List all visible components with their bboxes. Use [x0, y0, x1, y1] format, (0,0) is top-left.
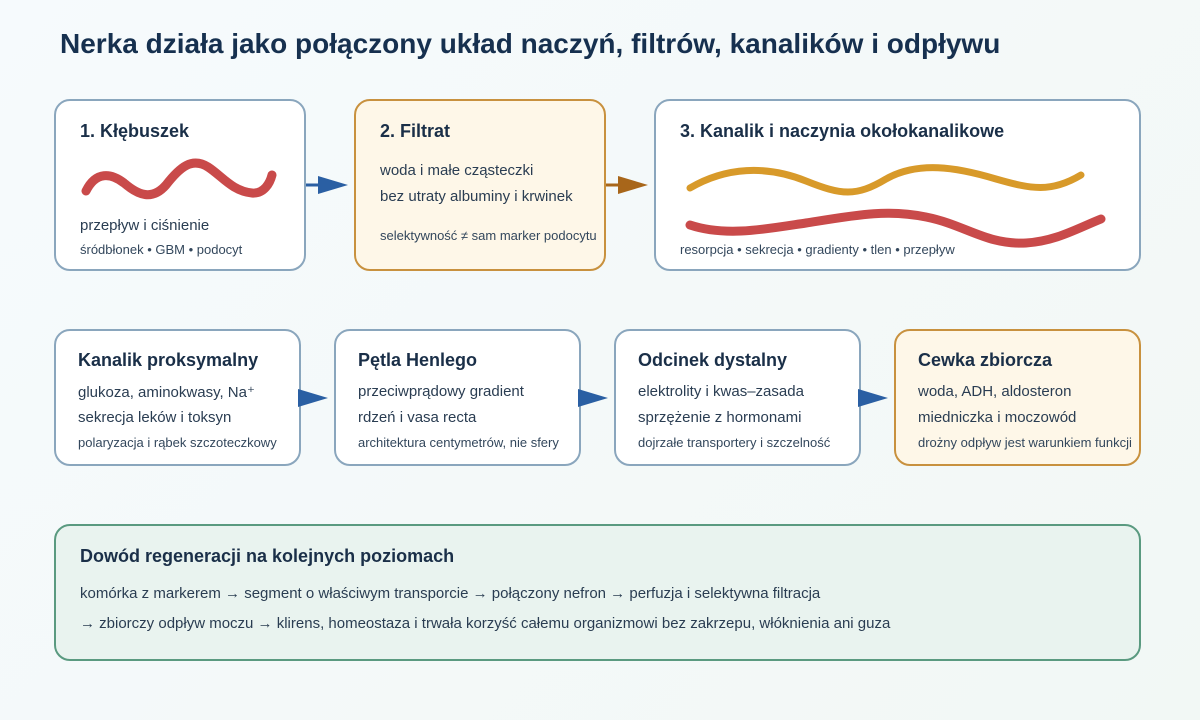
- arrow-henle-to-distal: [578, 388, 610, 408]
- collecting-duct-line-1: woda, ADH, aldosteron: [918, 383, 1072, 400]
- page-title: Nerka działa jako połączony układ naczyń, filtrów, kanalików i odpływu: [60, 28, 1001, 59]
- loop-of-henle-card: [334, 329, 581, 466]
- filtrate-title: 2. Filtrat: [380, 121, 451, 141]
- collecting-duct-line-2: miedniczka i moczowód: [918, 409, 1077, 426]
- filtrate-card: [354, 99, 606, 271]
- proximal-tubule-line-1: glukoza, aminokwasy, Na⁺: [78, 384, 255, 401]
- loop-of-henle-note: architektura centymetrów, nie sfery: [358, 435, 559, 450]
- arrow-proximal-to-henle: [298, 388, 330, 408]
- distal-segment-title: Odcinek dystalny: [638, 350, 788, 370]
- filtrate-line-2: bez utraty albuminy i krwinek: [380, 188, 573, 205]
- arrow-filtrate-to-tubule: [604, 174, 650, 196]
- filtrate-line-1: woda i małe cząsteczki: [380, 162, 534, 179]
- filtrate-note: selektywność ≠ sam marker podocytu: [380, 228, 597, 243]
- glomerulus-capillary-loop: [86, 163, 272, 195]
- regeneration-evidence-line-1: komórka z markerem → segment o właściwym transporcie → połączony nefron → perfuzja i selektywna filtracja: [80, 585, 821, 602]
- proximal-tubule-title: Kanalik proksymalny: [78, 350, 259, 370]
- tubule-vessels-card: [654, 99, 1141, 271]
- regeneration-evidence-title: Dowód regeneracji na kolejnych poziomach: [80, 546, 455, 566]
- distal-segment-line-2: sprzężenie z hormonami: [638, 409, 802, 426]
- collecting-duct-note: drożny odpływ jest warunkiem funkcji: [918, 435, 1132, 450]
- glomerulus-card: [54, 99, 306, 271]
- regeneration-evidence-line-2: → zbiorczy odpływ moczu → klirens, homeostaza i trwała korzyść całemu organizmowi bez zakrzepu, włóknienia ani guza: [80, 615, 891, 632]
- tubule-vessels-title: 3. Kanalik i naczynia okołokanalikowe: [680, 121, 1005, 141]
- glomerulus-line-1: przepływ i ciśnienie: [80, 217, 210, 234]
- tubule-vessels-note: resorpcja • sekrecja • gradienty • tlen • przepływ: [680, 242, 955, 257]
- glomerulus-note: śródbłonek • GBM • podocyt: [80, 242, 243, 257]
- collecting-duct-title: Cewka zbiorcza: [918, 350, 1053, 370]
- tubule-line: [690, 168, 1081, 192]
- distal-segment-note: dojrzałe transportery i szczelność: [638, 435, 831, 450]
- loop-of-henle-title: Pętla Henlego: [358, 350, 478, 370]
- distal-segment-card: [614, 329, 861, 466]
- proximal-tubule-card: [54, 329, 301, 466]
- distal-segment-line-1: elektrolity i kwas–zasada: [638, 383, 804, 400]
- arrow-glomerulus-to-filtrate: [304, 174, 350, 196]
- loop-of-henle-line-2: rdzeń i vasa recta: [358, 409, 477, 426]
- peritubular-capillary-line: [690, 213, 1101, 243]
- collecting-duct-card: [894, 329, 1141, 466]
- glomerulus-title: 1. Kłębuszek: [80, 121, 190, 141]
- proximal-tubule-line-2: sekrecja leków i toksyn: [78, 409, 232, 426]
- regeneration-evidence-panel: [54, 524, 1141, 661]
- proximal-tubule-note: polaryzacja i rąbek szczoteczkowy: [78, 435, 277, 450]
- arrow-distal-to-collecting: [858, 388, 890, 408]
- loop-of-henle-line-1: przeciwprądowy gradient: [358, 383, 524, 400]
